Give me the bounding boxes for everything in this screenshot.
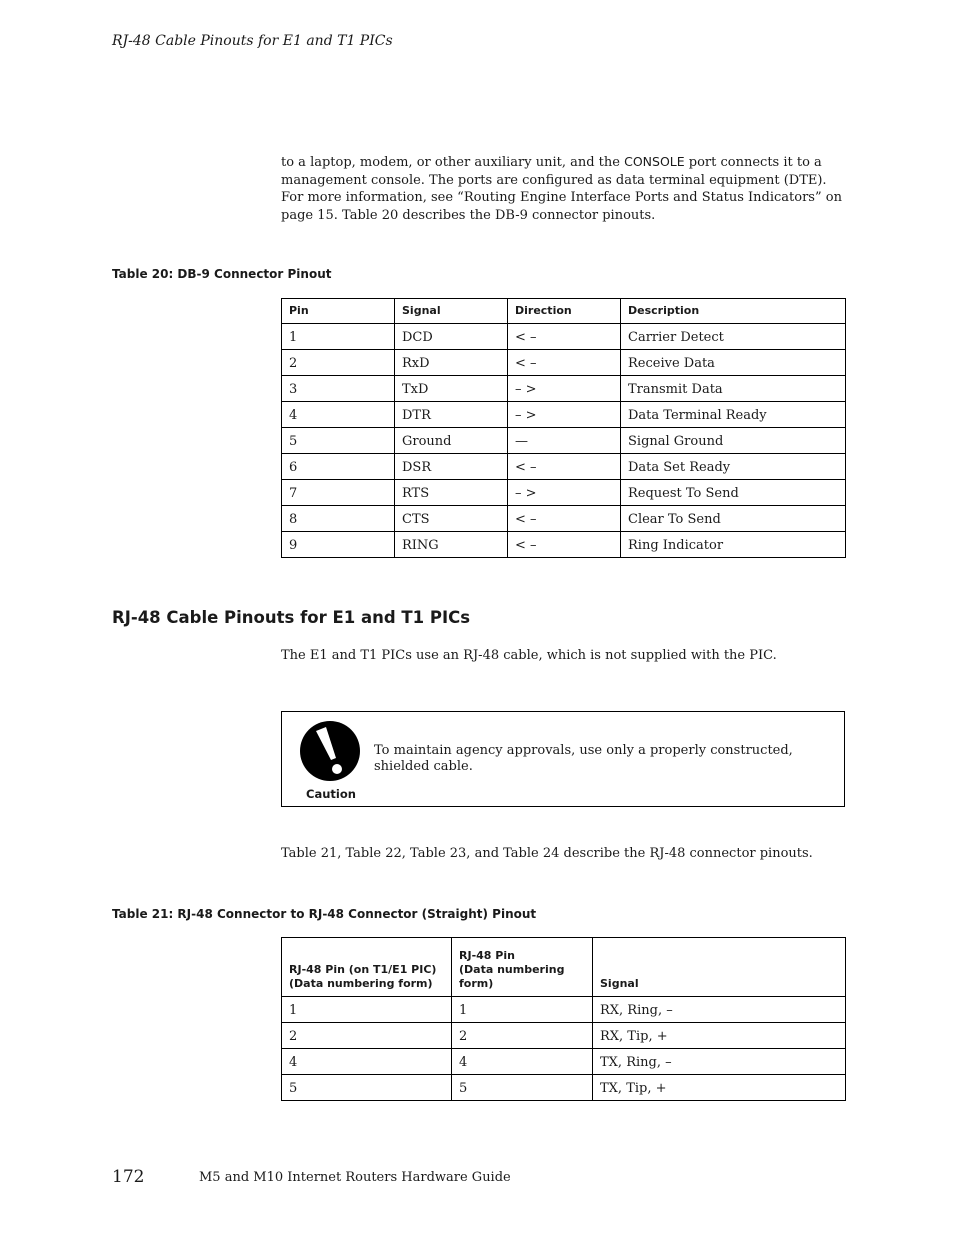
pic-pin-cell: 5	[282, 1075, 452, 1101]
header-line: (Data numbering form)	[289, 977, 433, 990]
pic-pin-cell: 2	[282, 1023, 452, 1049]
running-header: RJ-48 Cable Pinouts for E1 and T1 PICs	[112, 33, 393, 49]
direction-cell: – >	[508, 480, 621, 506]
pin-cell: 9	[282, 532, 395, 558]
table-row	[282, 428, 846, 454]
intro-text-start: to a laptop, modem, or other auxiliary unit, and the	[281, 155, 625, 170]
description-cell: Data Terminal Ready	[621, 402, 846, 428]
signal-cell: RxD	[395, 350, 508, 376]
column-header-rj48-pin	[452, 938, 593, 997]
signal-cell: RX, Tip, +	[593, 1023, 846, 1049]
section-paragraph: The E1 and T1 PICs use an RJ-48 cable, which is not supplied with the PIC.	[281, 648, 777, 663]
rj48-pin-cell: 2	[452, 1023, 593, 1049]
table-row	[282, 402, 846, 428]
pin-cell: 2	[282, 350, 395, 376]
header-line: RJ-48 Pin (on T1/E1 PIC)	[289, 963, 437, 976]
table-row	[282, 532, 846, 558]
direction-cell: – >	[508, 376, 621, 402]
pin-cell: 5	[282, 428, 395, 454]
signal-cell: RX, Ring, –	[593, 997, 846, 1023]
rj48-pin-cell: 5	[452, 1075, 593, 1101]
pin-cell: 3	[282, 376, 395, 402]
signal-cell: DCD	[395, 324, 508, 350]
signal-cell: Ground	[395, 428, 508, 454]
signal-cell: TX, Ring, –	[593, 1049, 846, 1075]
pic-pin-cell: 1	[282, 997, 452, 1023]
header-line: RJ-48 Pin	[459, 949, 515, 962]
pin-cell: 7	[282, 480, 395, 506]
section-heading: RJ-48 Cable Pinouts for E1 and T1 PICs	[112, 608, 471, 627]
table-row	[282, 506, 846, 532]
table-row	[282, 1075, 846, 1101]
column-header-signal: Signal	[395, 299, 508, 324]
header-line: form)	[459, 977, 494, 990]
signal-cell: TxD	[395, 376, 508, 402]
description-cell: Signal Ground	[621, 428, 846, 454]
pin-cell: 4	[282, 402, 395, 428]
table-row	[282, 480, 846, 506]
caution-box	[281, 711, 845, 807]
direction-cell: < –	[508, 506, 621, 532]
table-header-row	[282, 938, 846, 997]
signal-cell: RING	[395, 532, 508, 558]
direction-cell: – >	[508, 402, 621, 428]
pin-cell: 1	[282, 324, 395, 350]
db9-pinout-table	[281, 298, 846, 558]
signal-cell: RTS	[395, 480, 508, 506]
column-header-description: Description	[621, 299, 846, 324]
description-cell: Clear To Send	[621, 506, 846, 532]
tables-reference-paragraph: Table 21, Table 22, Table 23, and Table 24 describe the RJ-48 connector pinouts.	[281, 846, 813, 861]
description-cell: Carrier Detect	[621, 324, 846, 350]
column-header-pin: Pin	[282, 299, 395, 324]
table-20-caption: Table 20: DB-9 Connector Pinout	[112, 267, 332, 281]
description-cell: Ring Indicator	[621, 532, 846, 558]
header-line: Signal	[600, 977, 639, 990]
caution-exclamation-icon	[299, 720, 361, 782]
description-cell: Receive Data	[621, 350, 846, 376]
rj48-pinout-table	[281, 937, 846, 1101]
description-cell: Data Set Ready	[621, 454, 846, 480]
intro-paragraph	[281, 153, 846, 224]
column-header-signal	[593, 938, 846, 997]
signal-cell: DTR	[395, 402, 508, 428]
table-row	[282, 454, 846, 480]
table-21-caption: Table 21: RJ-48 Connector to RJ-48 Connector (Straight) Pinout	[112, 907, 537, 921]
pin-cell: 8	[282, 506, 395, 532]
signal-cell: DSR	[395, 454, 508, 480]
table-row	[282, 350, 846, 376]
description-cell: Request To Send	[621, 480, 846, 506]
direction-cell: < –	[508, 350, 621, 376]
table-row	[282, 324, 846, 350]
signal-cell: CTS	[395, 506, 508, 532]
console-term: CONSOLE	[624, 154, 685, 169]
table-header-row	[282, 299, 846, 324]
table-row	[282, 376, 846, 402]
pic-pin-cell: 4	[282, 1049, 452, 1075]
direction-cell: < –	[508, 532, 621, 558]
column-header-pic-pin	[282, 938, 452, 997]
intro-text-end: port connects it to a management console. The ports are configured as data terminal equipment (DTE). For more information, see “Routing Engine Interface Ports and Status Indicators” on page 15. Table 20 describes the DB-9 connector pinouts.	[281, 155, 842, 223]
header-line: (Data numbering	[459, 963, 565, 976]
footer-book-title: M5 and M10 Internet Routers Hardware Guide	[199, 1170, 511, 1185]
rj48-pin-cell: 4	[452, 1049, 593, 1075]
table-row	[282, 1049, 846, 1075]
direction-cell: < –	[508, 324, 621, 350]
column-header-direction: Direction	[508, 299, 621, 324]
caution-text: To maintain agency approvals, use only a properly constructed, shielded cable.	[374, 743, 793, 774]
rj48-pin-cell: 1	[452, 997, 593, 1023]
signal-cell: TX, Tip, +	[593, 1075, 846, 1101]
table-row	[282, 997, 846, 1023]
direction-cell: —	[508, 428, 621, 454]
page-number: 172	[112, 1167, 145, 1187]
description-cell: Transmit Data	[621, 376, 846, 402]
pin-cell: 6	[282, 454, 395, 480]
direction-cell: < –	[508, 454, 621, 480]
table-row	[282, 1023, 846, 1049]
caution-label: Caution	[306, 787, 356, 801]
